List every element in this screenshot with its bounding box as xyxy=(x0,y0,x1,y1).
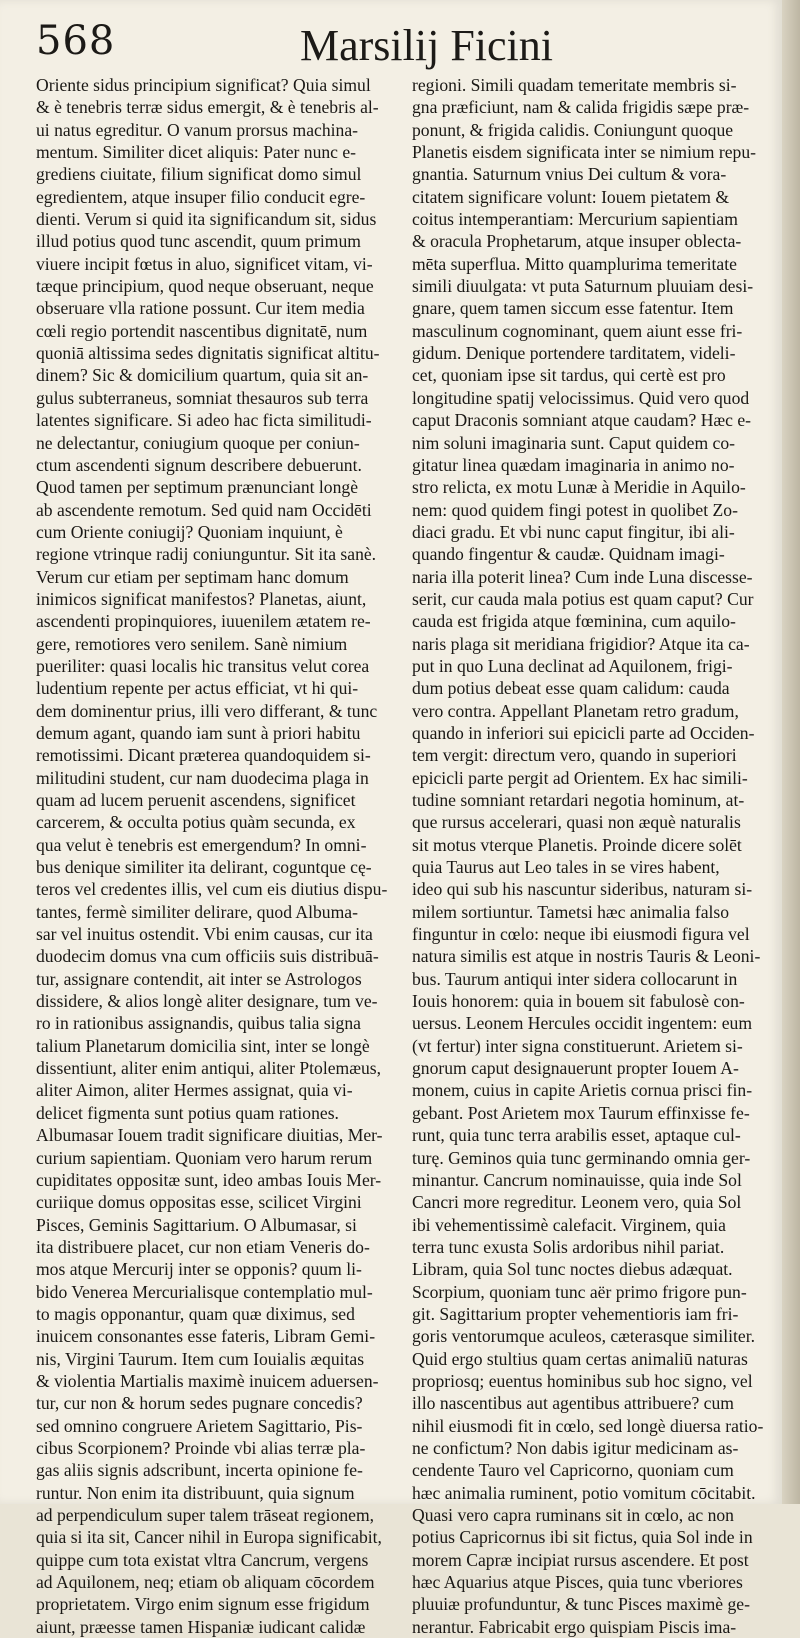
page-gutter xyxy=(782,0,800,1504)
text-line: proprietatem. Virgo enim signum esse frigidum xyxy=(36,1594,370,1615)
text-line: diaci gradu. Et vbi nunc caput fingitur, ibi ali- xyxy=(412,521,735,542)
text-line: pueriliter: quasi localis hic transitus velut corea xyxy=(36,655,370,676)
text-line: & oracula Prophetarum, atque insuper oblecta- xyxy=(412,231,742,252)
text-line: ita distribuere placet, cur non etiam Veneris do- xyxy=(36,1236,370,1257)
text-line: tantes, fermè similiter delirare, quod Albuma- xyxy=(36,901,358,922)
text-line: hæc Aquarius atque Pisces, quia tunc vberiores xyxy=(412,1572,743,1593)
text-line: ad perpendiculum super talem trāseat regionem, xyxy=(36,1505,375,1525)
text-line: Planetis eisdem significata inter se nimium repu- xyxy=(412,142,756,163)
text-line: simili diuulgata: vt puta Saturnum pluuiam desi- xyxy=(412,276,754,297)
text-line: bus denique similiter ita delirant, coguntque cę- xyxy=(36,857,372,878)
text-line: Verum cur etiam per septimam hanc domum xyxy=(36,566,349,587)
text-line: tæque principium, quod neque obseruant, neque xyxy=(36,276,374,297)
text-line: tur, cur non & horum sedes pugnare concedis? xyxy=(36,1393,363,1414)
right-text-column xyxy=(412,74,774,1638)
text-line: Oriente sidus principium significat? Quia simul xyxy=(36,75,371,95)
text-line: sit motus vterque Planetis. Proinde dicere solēt xyxy=(412,834,742,855)
text-line: sar vel inuitus ostendit. Vbi enim causas, cur ita xyxy=(36,924,373,945)
text-line: epicicli parte pergit ad Orientem. Ex hac simili- xyxy=(412,767,748,788)
text-line: natura similis est atque in nostris Tauris & Leoni- xyxy=(412,946,761,967)
page-number: 568 xyxy=(36,18,116,64)
text-line: regione vtrinque radij coniunguntur. Sit ita sanè. xyxy=(36,544,377,565)
text-line: monem, cuius in capite Arietis cornua prisci fin- xyxy=(412,1080,753,1101)
text-line: gidum. Denique portendere tarditatem, videli- xyxy=(412,343,736,364)
text-line: qua velut è tenebris est emergendum? In omni- xyxy=(36,834,367,855)
text-line: obseruare vlla ratione possunt. Cur item media xyxy=(36,298,365,319)
text-line: teros vel credentes illis, vel cum eis diutius dispu- xyxy=(36,879,388,900)
text-line: dissidere, & alios longè aliter designare, tum ve- xyxy=(36,991,378,1012)
text-line: terra tunc exusta Solis ardoribus nihil pariat. xyxy=(412,1236,725,1257)
text-line: gnantia. Saturnum vnius Dei cultum & vora- xyxy=(412,164,727,185)
text-line: Iouis honorem: quia in bouem sit fabulosè con- xyxy=(412,991,745,1012)
text-line: egredientem, atque insuper filio conducit egre- xyxy=(36,186,366,207)
text-line: Quid ergo stultius quam certas animaliū naturas xyxy=(412,1348,748,1369)
text-line: nerantur. Fabricabit ergo quispiam Piscis ima- xyxy=(412,1616,737,1637)
text-line: finguntur in cœlo: neque ibi eiusmodi figura vel xyxy=(412,924,750,945)
text-line: cibus Scorpionem? Proinde vbi alias terræ pla- xyxy=(36,1437,366,1458)
text-line: caput Draconis somniant atque caudam? Hæc e- xyxy=(412,410,752,431)
text-line: dienti. Verum si quid ita significandum sit, sidus xyxy=(36,209,377,230)
text-line: bido Venerea Mercurialisque contemplatio mul- xyxy=(36,1281,373,1302)
text-line: illo nascentibus aut agentibus attribuere? cum xyxy=(412,1393,734,1414)
text-line: longitudine spatij velocissimus. Quid vero quod xyxy=(412,387,750,408)
text-line: dinem? Sic & domicilium quartum, quia sit an- xyxy=(36,365,369,386)
text-line: carcerem, & occulta potius quàm secunda, ex xyxy=(36,812,356,833)
text-line: ne confictum? Non dabis igitur medicinam as- xyxy=(412,1437,739,1458)
text-line: serit, cur cauda mala potius est quam caput? Cur xyxy=(412,588,754,609)
text-line: ro in rationibus assignandis, quibus talia signa xyxy=(36,1013,361,1034)
text-line: put in quo Luna declinat ad Aquilonem, frigi- xyxy=(412,655,733,676)
text-line: ibi vehementissimè calefacit. Virginem, quia xyxy=(412,1214,726,1235)
text-line: potius Capricornus ibi sit fictus, quia Sol inde in xyxy=(412,1527,753,1548)
text-line: Scorpium, quoniam tunc aër primo frigore pun- xyxy=(412,1281,747,1302)
text-line: ludentium repente per actus efficiat, vt hi qui- xyxy=(36,678,359,699)
text-line: mēta superflua. Mitto quamplurima temeritate xyxy=(412,253,737,274)
text-line: runt, quia tunc terra arabilis esset, aptaque cul- xyxy=(412,1125,741,1146)
text-line: goris ventorumque aculeos, cæterasque similiter. xyxy=(412,1326,755,1347)
text-line: masculinum cognominant, quem aiunt esse fri- xyxy=(412,320,743,341)
text-line: & è tenebris terræ sidus emergit, & è tenebris al- xyxy=(36,97,379,118)
text-line: mos atque Mercurij inter se opponis? quum li- xyxy=(36,1259,362,1280)
text-line: aiunt, præesse tamen Hispaniæ iudicant calidæ xyxy=(36,1616,366,1637)
text-line: gna præficiunt, nam & calida frigidis sæpe præ- xyxy=(412,97,750,118)
text-line: ui natus egreditur. O vanum prorsus machina- xyxy=(36,119,358,140)
text-line: nim soluni imaginaria sunt. Caput quidem co- xyxy=(412,432,735,453)
left-text-column xyxy=(36,74,398,1638)
text-line: delicet figmenta sunt potius quam rationes. xyxy=(36,1102,339,1123)
text-line: grediens ciuitate, filium significat domo simul xyxy=(36,164,362,185)
text-line: curium sapientiam. Quoniam vero harum rerum xyxy=(36,1147,373,1168)
text-line: quoniā altissima sedes dignitatis significat altitu- xyxy=(36,343,380,364)
text-line: bus. Taurum antiqui inter sidera collocarunt in xyxy=(412,968,738,989)
text-line: morem Capræ incipiat rursus ascendere. Et post xyxy=(412,1549,749,1570)
text-line: ascendenti propinquiores, iuuenilem ætatem re- xyxy=(36,611,371,632)
text-line: demum agant, quando iam sunt à priori habitu xyxy=(36,722,361,743)
text-line: ponunt, & frigida calidis. Coniungunt quoque xyxy=(412,119,734,140)
text-line: naria illa poterit linea? Cum inde Luna discesse- xyxy=(412,566,753,587)
text-line: tem vergit: directum vero, quando in superiori xyxy=(412,745,737,766)
text-line: coitus intemperantiam: Mercurium sapientiam xyxy=(412,209,738,230)
text-line: que rursus accelerari, quasi non æquè naturalis xyxy=(412,812,741,833)
text-line: nem: quod quidem fingi potest in quolibet Zo- xyxy=(412,499,738,520)
text-line: dissentiunt, aliter enim antiqui, aliter Ptolemæus, xyxy=(36,1058,381,1079)
text-line: ad Aquilonem, neq; etiam ob aliquam cōcordem xyxy=(36,1572,375,1593)
text-line: cupiditates oppositæ sunt, ideo ambas Iouis Mer- xyxy=(36,1169,382,1190)
text-line: gitatur linea quædam imaginaria in animo no- xyxy=(412,454,735,475)
text-line: Cancri more regreditur. Leonem vero, quia Sol xyxy=(412,1192,742,1213)
text-line: gnare, quem tamen siccum esse fatentur. Item xyxy=(412,298,734,319)
text-line: mentum. Similiter dicet aliquis: Pater nunc e- xyxy=(36,142,357,163)
text-line: ne delectantur, coniugium quoque per coniun- xyxy=(36,432,360,453)
text-line: & violentia Martialis maximè inuicem aduersen- xyxy=(36,1370,379,1391)
text-line: turę. Geminos quia tunc germinando omnia ger- xyxy=(412,1147,751,1168)
text-line: nihil eiusmodi fit in cœlo, sed longè diuersa ratio- xyxy=(412,1415,764,1436)
text-line: git. Sagittarium propter vehementioris iam fri- xyxy=(412,1303,739,1324)
text-line: gebant. Post Arietem mox Taurum effinxisse fe- xyxy=(412,1102,750,1123)
text-line: propriosq; euentus hominibus sub hoc signo, vel xyxy=(412,1370,753,1391)
text-line: minantur. Cancrum nominauisse, quia inde Sol xyxy=(412,1169,742,1190)
text-line: ctum ascendenti signum describere debuerunt. xyxy=(36,454,362,475)
text-line: tur, assignare contendit, ait inter se Astrologos xyxy=(36,968,362,989)
text-line: cendente Tauro vel Capricorno, quoniam cum xyxy=(412,1460,734,1481)
text-line: Pisces, Geminis Sagittarium. O Albumasar, si xyxy=(36,1214,357,1235)
text-line: gulus subterraneus, somniat thesauros sub terra xyxy=(36,387,369,408)
text-line: to magis opponantur, quam quæ diximus, sed xyxy=(36,1303,355,1324)
text-line: sed omnino congruere Arietem Sagittario, Pis- xyxy=(36,1415,363,1436)
text-line: runtur. Non enim ita distribuunt, quia signum xyxy=(36,1482,355,1503)
text-line: cum Oriente coniugij? Quoniam inquiunt, è xyxy=(36,521,343,542)
text-line: cœli regio portendit nascentibus dignitatē, num xyxy=(36,320,368,341)
text-line: tudine somniant retardari negotia hominum, at- xyxy=(412,790,745,810)
text-line: remotissimi. Dicant præterea quandoquidem si- xyxy=(36,745,371,766)
text-line: dum potius debeat esse quam calidum: cauda xyxy=(412,678,730,699)
text-line: militudini student, cur nam duodecima plaga in xyxy=(36,767,369,788)
text-line: stro relicta, ex motu Lunæ à Meridie in Aquilo- xyxy=(412,477,746,498)
text-line: quia Taurus aut Leo tales in se vires habent, xyxy=(412,857,720,878)
text-line: gere, remotiores vero senilem. Sanè nimium xyxy=(36,633,348,654)
text-line: Libram, quia Sol tunc noctes diebus adæquat. xyxy=(412,1259,733,1280)
text-line: duodecim domus vna cum officiis suis distribuā- xyxy=(36,946,379,967)
text-line: quia si ita sit, Cancer nihil in Europa significabit, xyxy=(36,1527,382,1548)
text-line: quando fingentur & caudæ. Quidnam imagi- xyxy=(412,544,725,565)
text-line: naris plaga sit meridiana frigidior? Atque ita ca- xyxy=(412,633,750,654)
text-line: regioni. Simili quadam temeritate membris si- xyxy=(412,75,737,95)
text-line: ab ascendente remotum. Sed quid nam Occidēti xyxy=(36,499,372,520)
text-line: latentes significare. Si adeo hac ficta similitudi- xyxy=(36,410,372,431)
text-line: pluuiæ profunduntur, & tunc Pisces maximè ge- xyxy=(412,1594,750,1615)
text-line: quippe cum tota existat vltra Cancrum, vergens xyxy=(36,1549,369,1570)
text-line: cauda est frigida atque fœminina, cum aquilo- xyxy=(412,611,736,632)
text-line: ideo qui sub his nascuntur sideribus, naturam si- xyxy=(412,879,753,900)
text-line: uersus. Leonem Hercules occidit ingentem: eum xyxy=(412,1013,753,1034)
text-line: (vt fertur) inter signa constituerunt. Arietem si- xyxy=(412,1035,743,1056)
text-line: cet, quoniam ipse sit tardus, qui certè est pro xyxy=(412,365,726,386)
text-line: gnorum caput designauerunt propter Iouem A- xyxy=(412,1058,739,1079)
text-line: quam ad lucem peruenit ascendens, significet xyxy=(36,790,356,810)
text-line: dem dominentur prius, illi vero differant, & tunc xyxy=(36,700,378,721)
text-line: Quasi vero capra ruminans sit in cœlo, ac non xyxy=(412,1505,734,1525)
text-line: hæc animalia ruminent, potio vomitum cōcitabit. xyxy=(412,1482,756,1503)
text-line: gas aliis signis adscribunt, incerta opinione fe- xyxy=(36,1460,363,1481)
text-line: talium Planetarum domicilia sint, inter se longè xyxy=(36,1035,370,1056)
text-line: Albumasar Iouem tradit significare diuitias, Mer- xyxy=(36,1125,383,1146)
text-line: nis, Virgini Taurum. Item cum Iouialis æquitas xyxy=(36,1348,365,1369)
text-line: milem sortiuntur. Tametsi hæc animalia falso xyxy=(412,901,730,922)
text-line: illud potius quod tunc ascendit, quum primum xyxy=(36,231,361,252)
text-line: quando in inferiori sui epicicli parte ad Occiden- xyxy=(412,722,755,743)
text-line: viuere incipit fœtus in aluo, significet vitam, vi- xyxy=(36,253,373,274)
text-line: inimicos significat manifestos? Planetas, aiunt, xyxy=(36,588,367,609)
text-line: curiique domus oppositas esse, scilicet Virgini xyxy=(36,1192,362,1213)
text-line: citatem significare volunt: Iouem pietatem & xyxy=(412,186,730,207)
running-title: Marsilij Ficini xyxy=(300,21,553,70)
text-line: vero contra. Appellant Planetam retro gradum, xyxy=(412,700,739,721)
text-line: Quod tamen per septimum prænunciant longè xyxy=(36,477,358,498)
text-line: aliter Aimon, aliter Hermes assignat, quia vi- xyxy=(36,1080,353,1101)
text-line: inuicem consonantes esse fateris, Libram Gemi- xyxy=(36,1326,376,1347)
